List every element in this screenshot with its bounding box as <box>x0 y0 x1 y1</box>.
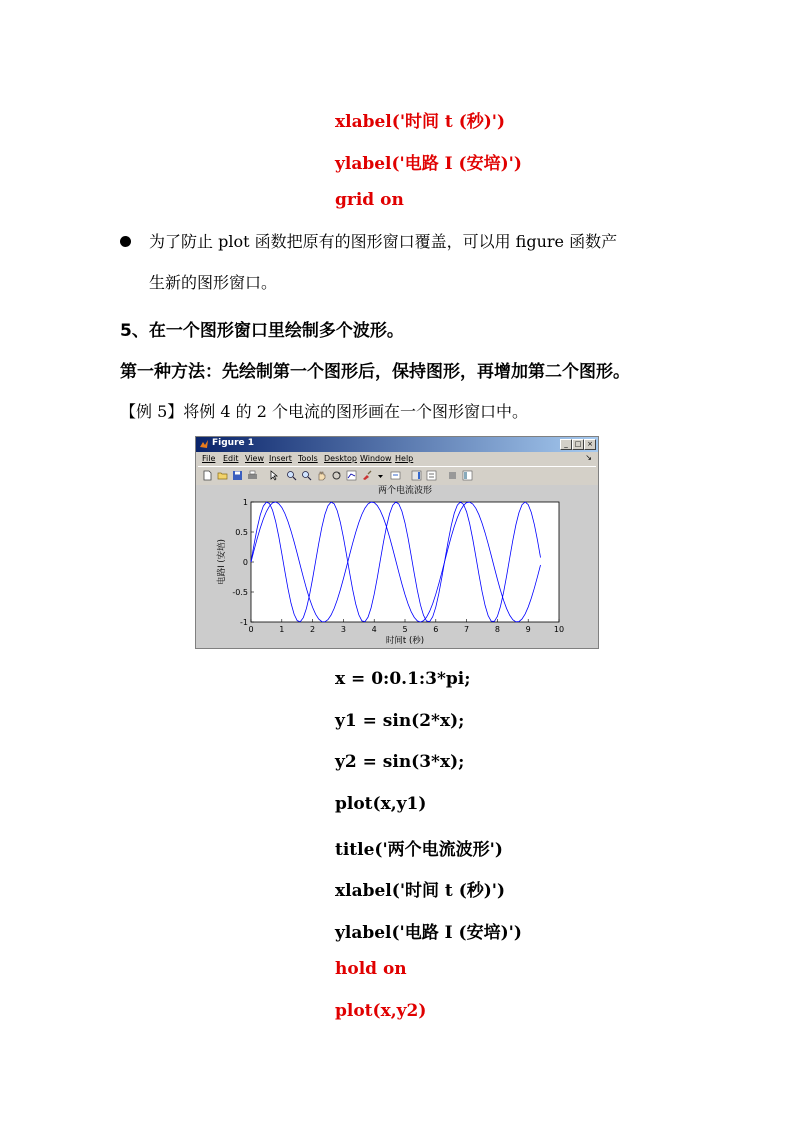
code-line-plot-y1: plot(x,y1) <box>335 794 427 814</box>
menu-view[interactable]: View <box>245 454 264 463</box>
figure-menubar <box>196 453 598 465</box>
new-figure-icon[interactable] <box>202 470 213 481</box>
maximize-button[interactable]: □ <box>572 439 584 450</box>
x-tick-label: 5 <box>402 625 408 634</box>
code-line-ylabel-2: ylabel('电路 I (安培)') <box>335 923 522 943</box>
minimize-button[interactable]: _ <box>560 439 572 450</box>
code-line-y1-def: y1 = sin(2*x); <box>335 711 465 731</box>
figure-title: Figure 1 <box>212 438 255 448</box>
hide-plot-tools-icon[interactable] <box>447 470 458 481</box>
print-icon[interactable] <box>247 470 258 481</box>
menu-file[interactable]: File <box>202 454 216 463</box>
x-tick-label: 2 <box>310 625 316 634</box>
code-line-x-def: x = 0:0.1:3*pi; <box>335 669 471 689</box>
figure-toolbar <box>198 466 596 486</box>
x-tick-label: 7 <box>464 625 470 634</box>
x-tick-label: 3 <box>340 625 346 634</box>
code-line-plot-y2: plot(x,y2) <box>335 1001 427 1021</box>
menu-desktop[interactable]: Desktop <box>324 454 357 463</box>
y-tick-label: 0 <box>242 558 248 567</box>
rotate-3d-icon[interactable] <box>331 470 342 481</box>
x-tick-label: 4 <box>371 625 377 634</box>
insert-legend-icon[interactable] <box>426 470 437 481</box>
bullet-text-line2: 生新的图形窗口。 <box>149 273 278 292</box>
brush-icon[interactable] <box>361 470 372 481</box>
x-tick-label: 10 <box>553 625 565 634</box>
menu-insert[interactable]: Insert <box>269 454 292 463</box>
y-axis-label: 电路I (安培) <box>217 539 227 585</box>
x-tick-label: 6 <box>433 625 439 634</box>
code-line-xlabel-2: xlabel('时间 t (秒)') <box>335 881 506 901</box>
chart-title: 两个电流波形 <box>377 486 433 496</box>
insert-colorbar-icon[interactable] <box>411 470 422 481</box>
menu-help[interactable]: Help <box>395 454 414 463</box>
axes-box <box>251 502 559 622</box>
x-axis-label: 时间t (秒) <box>385 636 425 646</box>
example-paragraph: 【例 5】将例 4 的 2 个电流的图形画在一个图形窗口中。 <box>120 402 528 421</box>
pointer-arrow-icon[interactable] <box>268 470 279 481</box>
section-heading: 5、在一个图形窗口里绘制多个波形。 <box>120 321 404 341</box>
y-tick-label: -0.5 <box>232 588 248 597</box>
open-file-icon[interactable] <box>217 470 228 481</box>
brush-dropdown-icon[interactable] <box>375 470 386 481</box>
code-line-y2-def: y2 = sin(3*x); <box>335 752 465 772</box>
close-button[interactable]: × <box>584 439 596 450</box>
code-line-title: title('两个电流波形') <box>335 840 503 860</box>
figure-titlebar <box>196 437 598 452</box>
link-plot-icon[interactable] <box>390 470 401 481</box>
menu-tools[interactable]: Tools <box>298 454 318 463</box>
code-line-hold-on: hold on <box>335 959 407 979</box>
plot-area <box>196 485 598 648</box>
y-tick-label: 1 <box>242 498 248 507</box>
zoom-out-icon[interactable] <box>301 470 312 481</box>
y-tick-label: -1 <box>240 618 248 627</box>
menu-edit[interactable]: Edit <box>223 454 239 463</box>
x-tick-label: 8 <box>494 625 500 634</box>
x-tick-label: 0 <box>248 625 254 634</box>
y-tick-label: 0.5 <box>235 528 248 537</box>
code-line-xlabel: xlabel('时间 t (秒)') <box>335 112 506 132</box>
method-heading: 第一种方法：先绘制第一个图形后，保持图形，再增加第二个图形。 <box>120 362 630 382</box>
bullet-dot-icon <box>120 236 131 247</box>
chart-svg <box>196 485 598 648</box>
code-line-grid-on: grid on <box>335 190 404 210</box>
bullet-text-line1: 为了防止 plot 函数把原有的图形窗口覆盖，可以用 figure 函数产 <box>149 232 618 251</box>
show-plot-tools-icon[interactable] <box>462 470 473 481</box>
save-icon[interactable] <box>232 470 243 481</box>
zoom-in-icon[interactable] <box>286 470 297 481</box>
menu-window[interactable]: Window <box>360 454 392 463</box>
dock-icon[interactable]: ↘ <box>585 453 592 462</box>
pan-hand-icon[interactable] <box>316 470 327 481</box>
x-tick-label: 1 <box>279 625 285 634</box>
figure-window <box>195 436 599 649</box>
data-cursor-icon[interactable] <box>346 470 357 481</box>
matlab-logo-icon <box>199 439 209 449</box>
code-line-ylabel: ylabel('电路 I (安培)') <box>335 154 522 174</box>
x-tick-label: 9 <box>525 625 531 634</box>
